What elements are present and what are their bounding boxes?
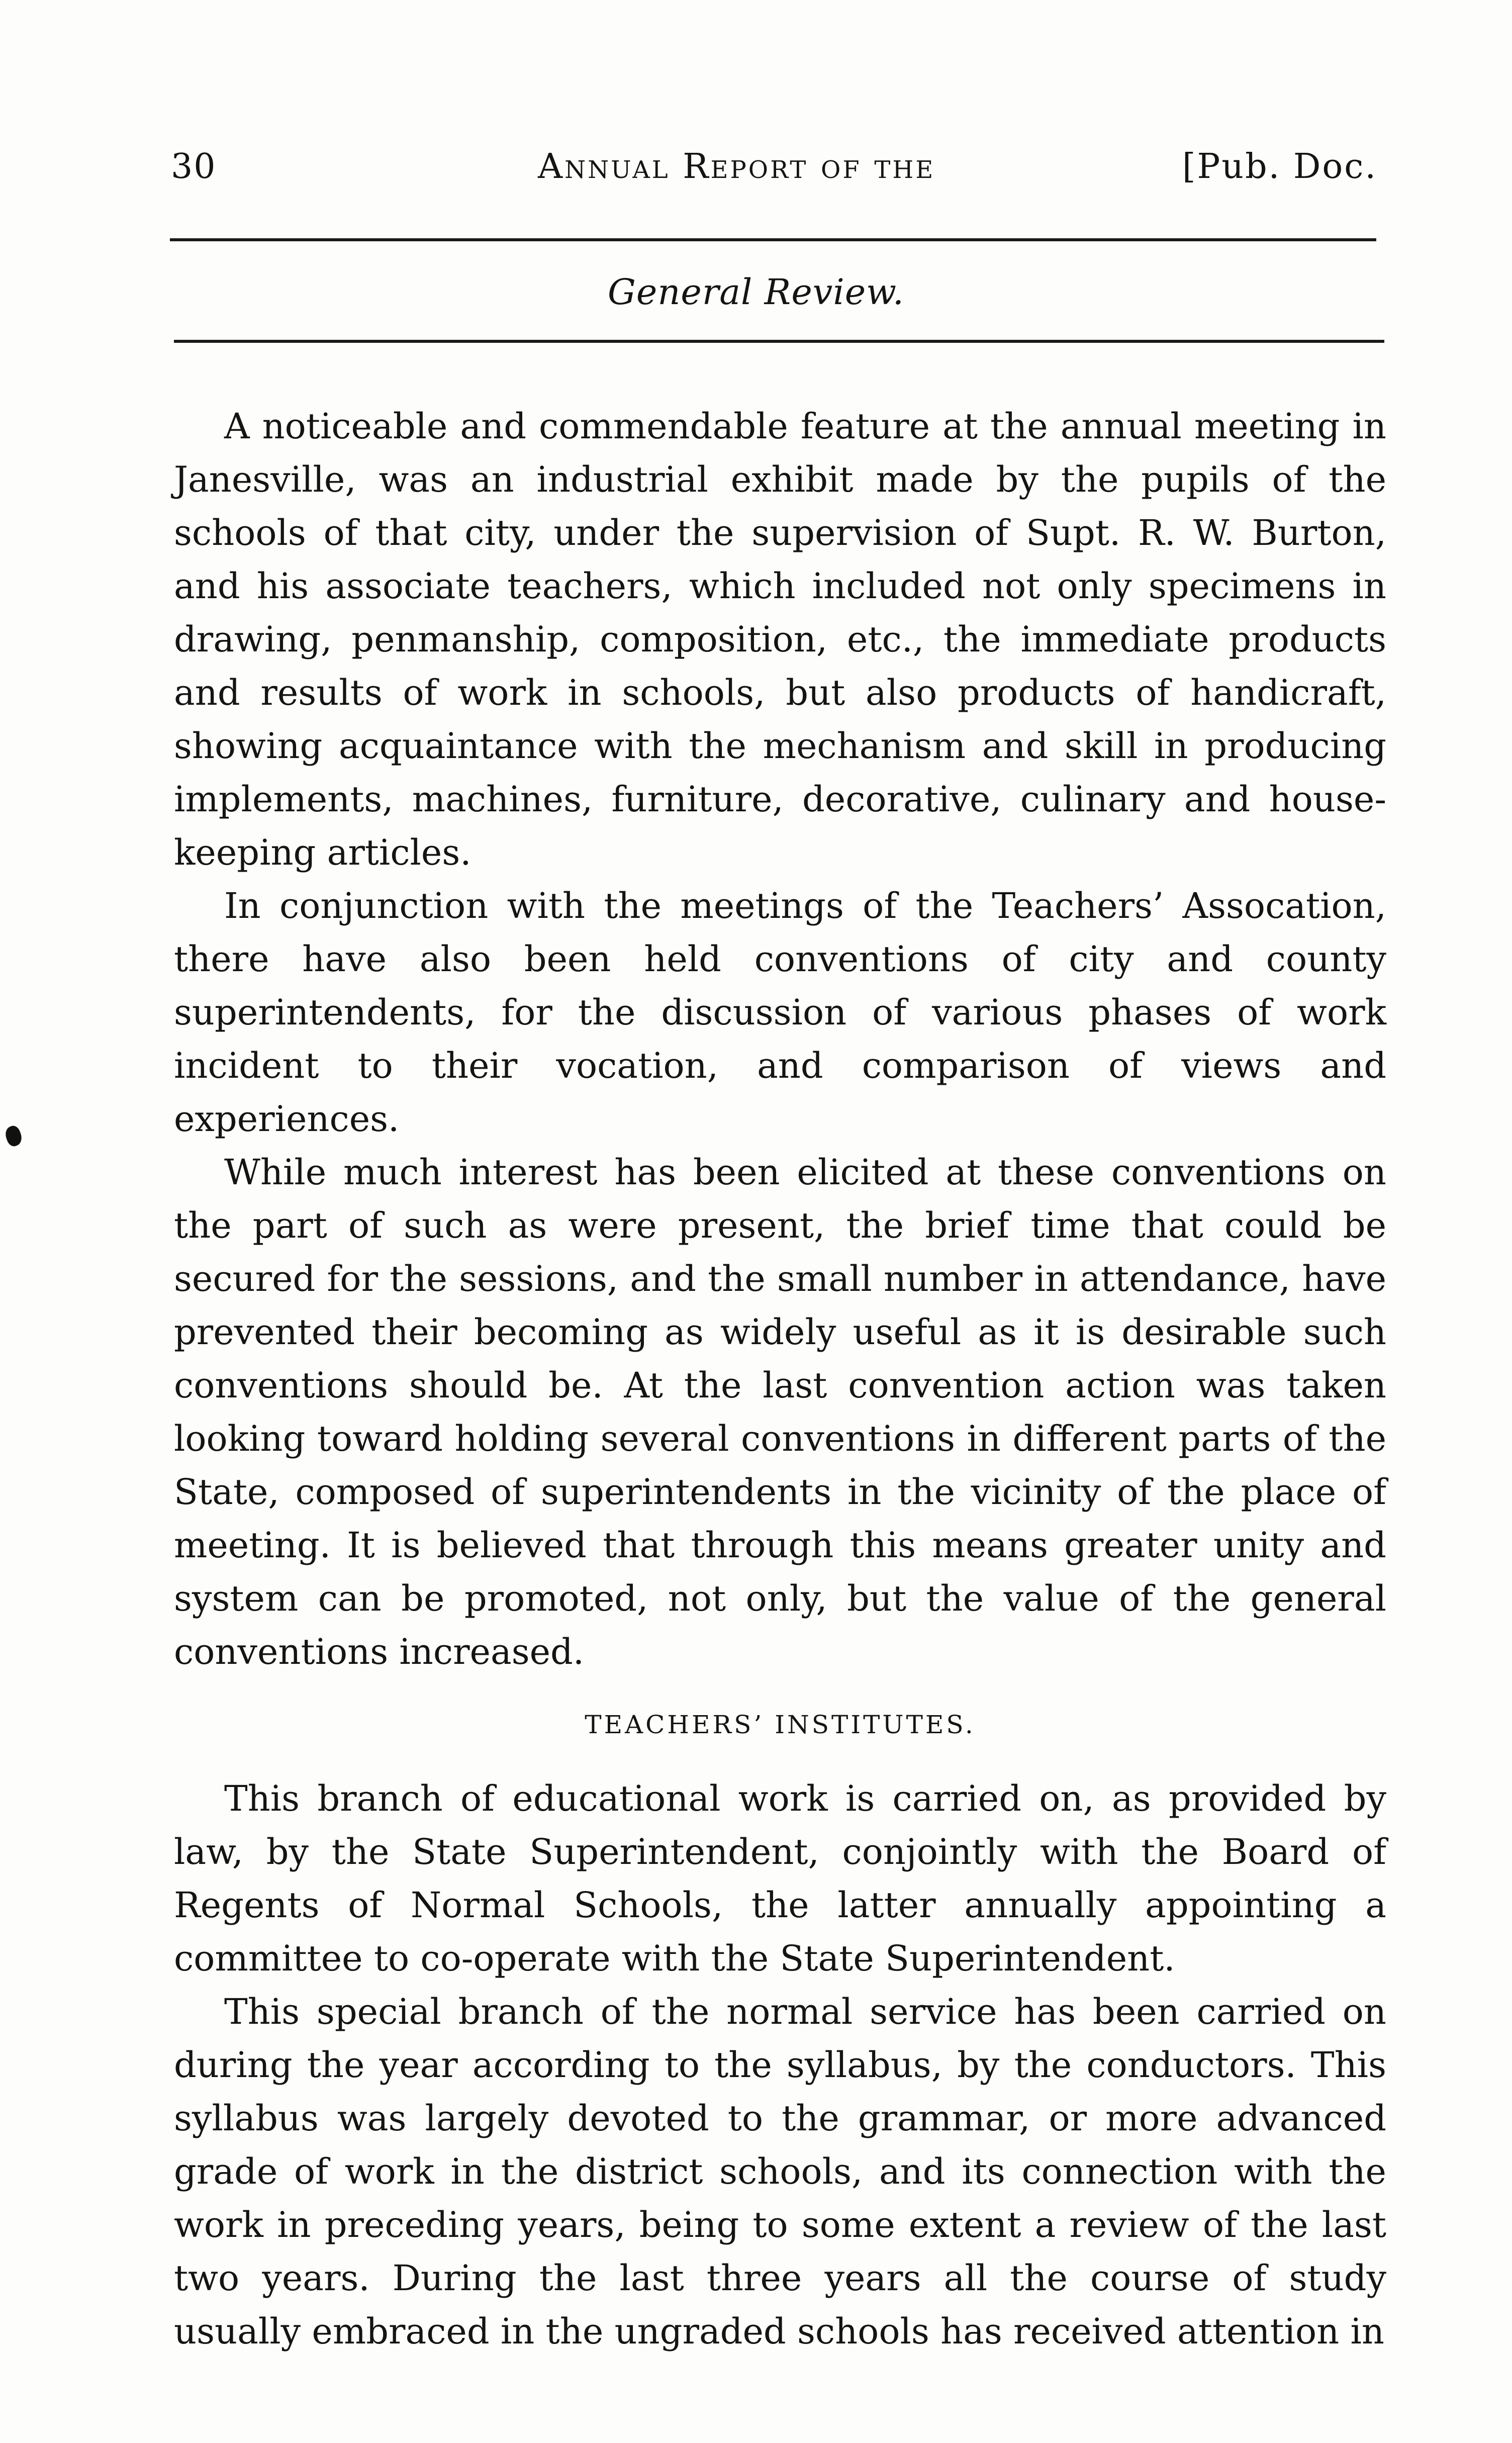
document-reference: [Pub. Doc.: [1182, 147, 1377, 186]
paragraph-conventions: In conjunction with the meetings of the Teachers’ Assocation, there have also been held conventions of city and county superintendents, for the discussion of various phases of work incident to their vocation, and comparison of views and experiences.: [174, 885, 1386, 1140]
report-title: Annual Report of the: [538, 147, 935, 186]
header-rule-bottom: [174, 340, 1384, 343]
header-rule-top: [170, 238, 1376, 241]
paragraph-interest: While much interest has been elicited at these conventions on the part of such as were present, the brief time that could be secured for the sessions, and the small number in attendance, have prevented their becoming as widely useful as it is desirable such conventions should be. At the last convention action was taken looking toward holding several conventions in different parts of the State, composed of superintendents in the vicinity of the place of meeting. It is believed that through this means greater unity and system can be promoted, not only, but the value of the general conventions increased.: [174, 1152, 1386, 1672]
page-number: 30: [171, 147, 217, 186]
section-title: General Review.: [607, 271, 905, 313]
paragraph-industrial-exhibit: A noticeable and commendable feature at the annual meeting in Janesville, was an industrial exhibit made by the pupils of the schools of that city, under the supervision of Supt. R. W. Burton, and his associate teachers, which included not only specimens in drawing, penmanship, composition, etc., the immediate products and results of work in schools, but also products of handicraft, showing acquaintance with the mechanism and skill in producing implements, machines, furniture, decorative, culinary and house-keeping articles.: [174, 406, 1386, 873]
paragraph-special-branch: This special branch of the normal service has been carried on during the year according to the syllabus, by the conductors. This syllabus was largely devoted to the grammar, or more advanced grade of work in the district schools, and its connection with the work in preceding years, being to some extent a review of the last two years. During the last three years all the course of study usually embraced in the ungraded schools has received attention in: [174, 1991, 1386, 2352]
paragraph-branch-work: This branch of educational work is carried on, as provided by law, by the State Superintendent, conjointly with the Board of Regents of Normal Schools, the latter annually appointing a committee to co-operate with the State Superintendent.: [174, 1778, 1386, 1979]
subheading-teachers-institutes: TEACHERS’ INSTITUTES.: [585, 1710, 976, 1739]
body-text: [174, 400, 1386, 2358]
margin-ink-mark: [3, 1124, 24, 1148]
running-header: [171, 147, 1377, 192]
